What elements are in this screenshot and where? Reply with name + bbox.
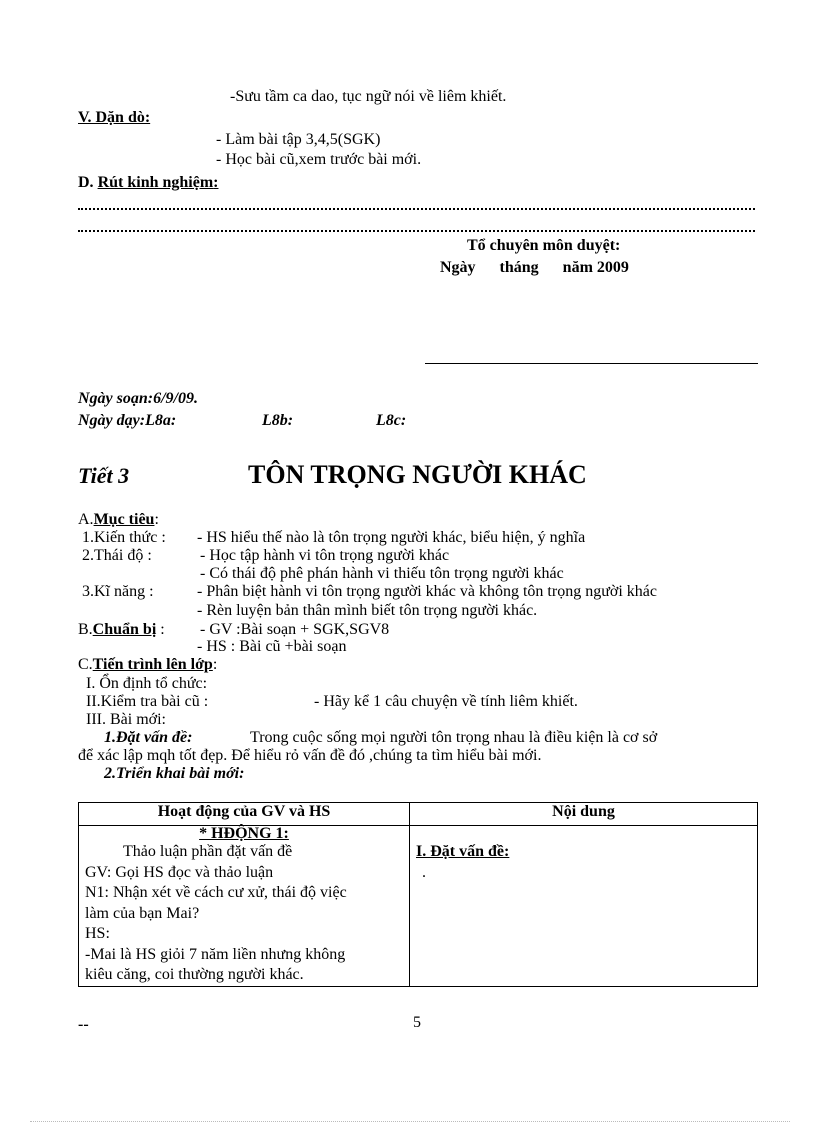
- objectives-prefix: A.: [78, 511, 94, 528]
- attitude-text-1: - Học tập hành vi tôn trọng người khác: [200, 547, 450, 564]
- class-8b: L8b:: [262, 412, 294, 429]
- approval-title: Tổ chuyên môn duyệt:: [467, 237, 621, 254]
- attitude-label: 2.Thái độ :: [82, 547, 152, 564]
- activity-line-5: HS:: [85, 925, 110, 942]
- table-row: [79, 826, 758, 987]
- activity-line-3: N1: Nhận xét về cách cư xử, thái độ việc: [85, 884, 347, 901]
- lesson-title: TÔN TRỌNG NGƯỜI KHÁC: [248, 460, 587, 489]
- skill-text-2: - Rèn luyện bản thân mình biết tôn trọng người khác.: [197, 602, 538, 619]
- procedure-colon: :: [212, 656, 218, 673]
- step-stabilize: I. Ổn định tổ chức:: [86, 675, 208, 692]
- footer-left-mark: --: [78, 1016, 89, 1033]
- col1-header: Hoạt động của GV và HS: [79, 803, 410, 826]
- intro-text-1: Trong cuộc sống mọi người tôn trọng nhau là điều kiện là cơ sở: [250, 729, 658, 746]
- deploy-label: 2.Triển khai bài mới:: [104, 765, 245, 782]
- experience-heading: [78, 174, 218, 192]
- knowledge-text: - HS hiểu thế nào là tôn trọng người khác, biểu hiện, ý nghĩa: [197, 529, 586, 546]
- homework-item-2: - Học bài cũ,xem trước bài mới.: [216, 151, 422, 168]
- objectives-colon: :: [154, 511, 159, 528]
- knowledge-label: 1.Kiến thức :: [82, 529, 166, 546]
- teach-date-label: Ngày dạy:L8a:: [78, 412, 177, 429]
- activity-line-6: -Mai là HS giỏi 7 năm liền nhưng không: [85, 945, 346, 963]
- page-edge-divider: [30, 1121, 790, 1122]
- table-header-row: [79, 803, 758, 826]
- content-heading: I. Đặt vấn đề:: [416, 843, 510, 860]
- content-dot: .: [422, 863, 426, 881]
- procedure-prefix: C.: [78, 656, 93, 673]
- activity-line-2: GV: Gọi HS đọc và thảo luận: [85, 863, 274, 881]
- step-check-text: - Hãy kể 1 câu chuyện về tính liêm khiết.: [314, 693, 578, 710]
- approval-date: Ngày tháng năm 2009: [440, 259, 629, 276]
- preparation-colon: :: [156, 621, 165, 638]
- prep-date: Ngày soạn:6/9/09.: [78, 390, 198, 407]
- procedure-heading: [78, 656, 217, 674]
- content-cell: [410, 826, 758, 987]
- activity-line-1: Thảo luận phần đặt vấn đề: [123, 843, 293, 860]
- step-check-label: II.Kiểm tra bài cũ :: [86, 693, 209, 710]
- objectives-heading-text: Mục tiêu: [93, 511, 155, 528]
- preparation-heading: [78, 621, 165, 639]
- preparation-heading-text: Chuẩn bị: [92, 621, 157, 638]
- signature-line: [425, 363, 758, 364]
- preparation-teacher: - GV :Bài soạn + SGK,SGV8: [200, 621, 390, 638]
- intro-label: 1.Đặt vấn đề:: [104, 729, 193, 746]
- objectives-heading: [78, 511, 159, 529]
- activity-table: [78, 802, 758, 987]
- step-new-lesson: III. Bài mới:: [86, 711, 166, 728]
- activity-title: * HĐỘNG 1:: [199, 825, 289, 842]
- dotted-line-1: [78, 198, 755, 210]
- activity-line-4: làm của bạn Mai?: [85, 904, 200, 922]
- skill-label: 3.Kĩ năng :: [82, 583, 154, 600]
- experience-prefix: D.: [78, 174, 94, 191]
- preparation-prefix: B.: [78, 621, 93, 638]
- skill-text-1: - Phân biệt hành vi tôn trọng người khác và không tôn trọng người khác: [197, 583, 657, 600]
- experience-heading-text: Rút kinh nghiệm: [97, 174, 214, 191]
- preparation-student: - HS : Bài cũ +bài soạn: [197, 638, 347, 655]
- activity-line-7: kiêu căng, coi thường người khác.: [85, 966, 304, 983]
- class-8c: L8c:: [376, 412, 407, 429]
- collect-proverbs-line: -Sưu tầm ca dao, tục ngữ nói về liêm khiết.: [230, 88, 507, 105]
- homework-item-1: - Làm bài tập 3,4,5(SGK): [216, 131, 381, 148]
- col2-header: Nội dung: [410, 803, 758, 826]
- lesson-period: Tiết 3: [78, 463, 130, 488]
- dotted-line-2: [78, 220, 755, 232]
- homework-heading: V. Dặn dò:: [78, 109, 151, 126]
- procedure-heading-text: Tiến trình lên lớp: [92, 656, 213, 673]
- experience-colon: :: [213, 174, 219, 191]
- activity-cell: [79, 826, 410, 987]
- page-number: 5: [413, 1014, 421, 1031]
- intro-text-2: để xác lập mqh tốt đẹp. Để hiểu rỏ vấn đề đó ,chúng ta tìm hiểu bài mới.: [78, 747, 542, 764]
- attitude-text-2: - Có thái độ phê phán hành vi thiếu tôn trọng người khác: [200, 565, 564, 582]
